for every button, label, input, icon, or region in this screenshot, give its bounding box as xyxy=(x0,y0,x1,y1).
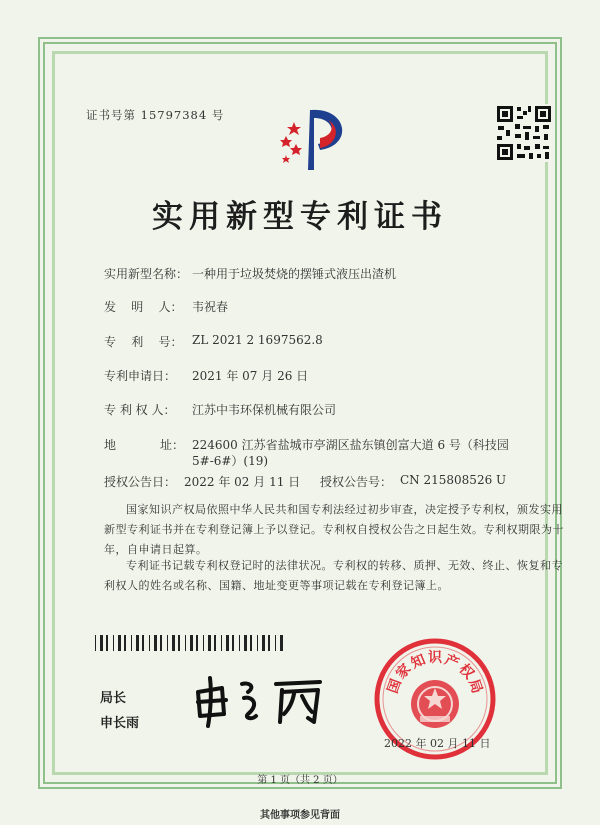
grant-date-value: 2022 年 02 月 11 日 xyxy=(184,475,301,489)
inventor-value: 韦祝春 xyxy=(192,300,229,314)
certificate-number-suffix: 号 xyxy=(211,108,225,122)
utility-name-label: 实用新型名称： xyxy=(104,267,189,281)
patent-number-label: 专 利 号： xyxy=(104,335,183,349)
signer-title: 局长 xyxy=(100,691,127,706)
body-paragraph-1-line-3: 年，自申请日起算。 xyxy=(104,543,208,556)
address-line-1: 224600 江苏省盐城市亭湖区盐东镇创富大道 6 号（科技园 xyxy=(192,438,509,452)
seal-char: 局 xyxy=(465,676,486,696)
grant-number-label: 授权公告号： xyxy=(320,475,393,489)
body-paragraph-2-line-1: 专利证书记载专利权登记时的法律状况。专利权的转移、质押、无效、终止、恢复和专 xyxy=(126,559,563,572)
body-paragraph-2-line-2: 利权人的姓名或名称、国籍、地址变更等事项记载在专利登记簿上。 xyxy=(104,579,449,592)
grant-date-label: 授权公告日： xyxy=(104,475,177,489)
seal-date: 2022 年 02 月 11 日 xyxy=(384,737,491,750)
filing-date-value: 2021 年 07 月 26 日 xyxy=(192,369,309,383)
body-paragraph-1-line-1: 国家知识产权局依照中华人民共和国专利法经过初步审查，决定授予专利权，颁发实用 xyxy=(126,503,563,516)
seal-char: 知 xyxy=(408,651,428,672)
seal-char: 识 xyxy=(428,650,442,666)
address-label-part2: 址： xyxy=(160,438,185,452)
seal-char: 产 xyxy=(442,651,462,672)
certificate-number-label: 证书号第 xyxy=(86,108,136,122)
page-title: 实用新型专利证书 xyxy=(152,199,448,235)
body-paragraph-1-line-2: 新型专利证书并在专利登记簿上予以登记。专利权自授权公告之日起生效。专利权期限为十 xyxy=(104,523,564,536)
patent-number-value: ZL 2021 2 1697562.8 xyxy=(192,333,323,347)
grant-number-value: CN 215808526 U xyxy=(400,473,507,487)
address-line-2: 5#-6#）(19) xyxy=(192,454,269,468)
address-label-part1: 地 xyxy=(104,438,117,452)
filing-date-label: 专利申请日： xyxy=(104,369,177,383)
handwritten-signature xyxy=(190,670,350,730)
patentee-label: 专 利 权 人： xyxy=(104,403,176,417)
certificate-number-value: 15797384 xyxy=(140,108,208,122)
certificate-number xyxy=(86,107,224,123)
utility-name-value: 一种用于垃圾焚烧的摆锤式液压出渣机 xyxy=(192,267,397,281)
patentee-value: 江苏中韦环保机械有限公司 xyxy=(192,403,337,417)
qr-code-icon xyxy=(495,104,553,162)
cnipa-logo-icon xyxy=(272,100,362,175)
signer-name: 申长雨 xyxy=(100,716,140,731)
barcode-icon xyxy=(95,635,285,651)
seal-char: 权 xyxy=(455,660,477,683)
back-page-note: 其他事项参见背面 xyxy=(260,810,340,821)
seal-char: 家 xyxy=(393,660,415,683)
inventor-label: 发 明 人： xyxy=(104,300,183,314)
page-indicator: 第 1 页（共 2 页） xyxy=(257,775,343,786)
seal-char: 国 xyxy=(384,676,405,696)
